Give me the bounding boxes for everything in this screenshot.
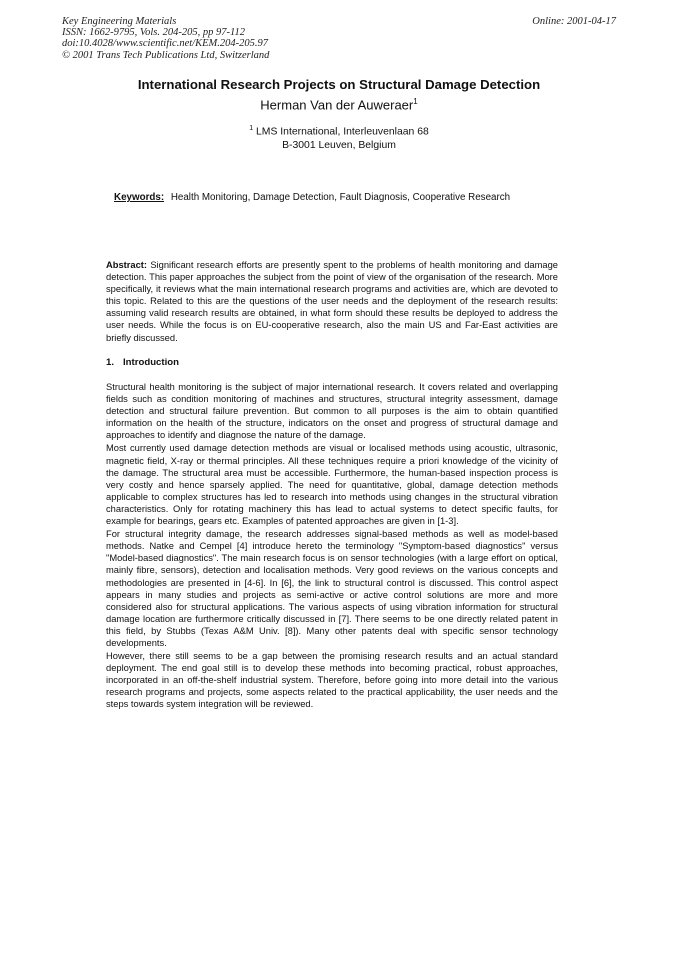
affiliation-superscript: 1 xyxy=(249,125,254,132)
journal-copyright: © 2001 Trans Tech Publications Ltd, Switzerland xyxy=(62,49,270,61)
author-superscript: 1 xyxy=(413,97,418,106)
keywords-text: Health Monitoring, Damage Detection, Fault Diagnosis, Cooperative Research xyxy=(170,192,511,203)
keywords-label: Keywords: xyxy=(114,192,165,203)
keywords xyxy=(114,192,510,203)
journal-name: Key Engineering Materials xyxy=(62,16,177,27)
affiliation xyxy=(0,122,678,152)
journal-metadata xyxy=(62,16,269,61)
author-line xyxy=(0,97,678,112)
online-date: Online: 2001-04-17 xyxy=(532,16,616,27)
intro-paragraph-2: Most currently used damage detection methods are visual or localised methods using acoustic, ultrasonic, magnetic field, X-ray or thermal principles. All these techniques require a priori knowledge of the vicinity of the damage. The structural area must be accessible. Furthermore, the human-based inspection process is very costly and hence sparsely applied. The need for quantitative, global, damage detection methods applicable to complex structures has led to research into methods using changes in the structural vibration characteristics. Only for rotating machinery this has lead to actual systems to detect specific faults, for example for bearings, gears etc. Examples of patented approaches are given in [1-3]. xyxy=(106,443,558,527)
section-number: 1. xyxy=(106,357,115,368)
intro-paragraph-4: However, there still seems to be a gap between the promising research results and an actual standard deployment. The end goal still is to develop these methods into becoming practical, robust approaches, incorporated in an off-the-shelf industrial system. Therefore, before going into more detail into the various research programs and projects, some aspects related to the practical applicability, the user needs and the steps towards system integration will be reviewed. xyxy=(106,651,558,710)
journal-issn: ISSN: 1662-9795, Vols. 204-205, pp 97-112 xyxy=(62,27,245,39)
introduction-body xyxy=(106,381,558,712)
affiliation-line-1 xyxy=(0,122,678,139)
author-name: Herman Van der Auweraer xyxy=(260,97,414,113)
abstract xyxy=(106,259,558,344)
intro-paragraph-3: For structural integrity damage, the research addresses signal-based methods as well as model-based methods. Natke and Cempel [4] introduce hereto the terminology "Symptom-based diagnostics" versus "Model-based diagnostics". The main research focus is on sensor technologies (with a large effort on optical, mainly fibre, sensors), detection and localisation methods. Very good reviews on the various concepts and methodologies are presented in [4-6]. In [6], the link to structural control is discussed. This control aspect appears in many studies and projects as semi-active or active control solutions are more and more considered also for structural applications. The various aspects of using vibration information for structural damage location are furthermore critically discussed in [7]. There seems to be one directly related patent in this field, by Stubbs (Texas A&M Univ. [8]). Many other patents deal with specific sensor technology developments. xyxy=(106,529,558,648)
abstract-paragraph xyxy=(106,259,558,344)
section-title: Introduction xyxy=(123,357,179,368)
journal-doi: doi:10.4028/www.scientific.net/KEM.204-205.97 xyxy=(62,38,268,50)
abstract-text: Significant research efforts are presently spent to the problems of health monitoring and damage detection. This paper approaches the subject from the point of view of the organisation of the research. More specifically, it reviews what the main international research programs and activities are, which are devoted to this topic. Related to this are the questions of the user needs and the deployment of the research results: assuming valid research results are obtained, in what form should these results be deployed to address the user needs. While the focus is on EU-cooperative research, also the main US and Far-East activities are briefly discussed. xyxy=(106,260,558,343)
abstract-label: Abstract: xyxy=(106,260,148,270)
affiliation-address: LMS International, Interleuvenlaan 68 xyxy=(256,126,429,138)
section-heading xyxy=(106,357,179,368)
paper-title: International Research Projects on Structural Damage Detection xyxy=(137,77,541,92)
affiliation-line-2: B-3001 Leuven, Belgium xyxy=(282,139,396,151)
intro-paragraph-1: Structural health monitoring is the subject of major international research. It covers related and overlapping fields such as condition monitoring of machines and structures, structural integrity assessment, damage detection and structural failure prevention. But common to all purposes is the aim to obtain quantified information on the health of the structure, indicators on the onset and progress of structural damage and approaches to identify and diagnose the nature of the damage. xyxy=(106,382,558,441)
